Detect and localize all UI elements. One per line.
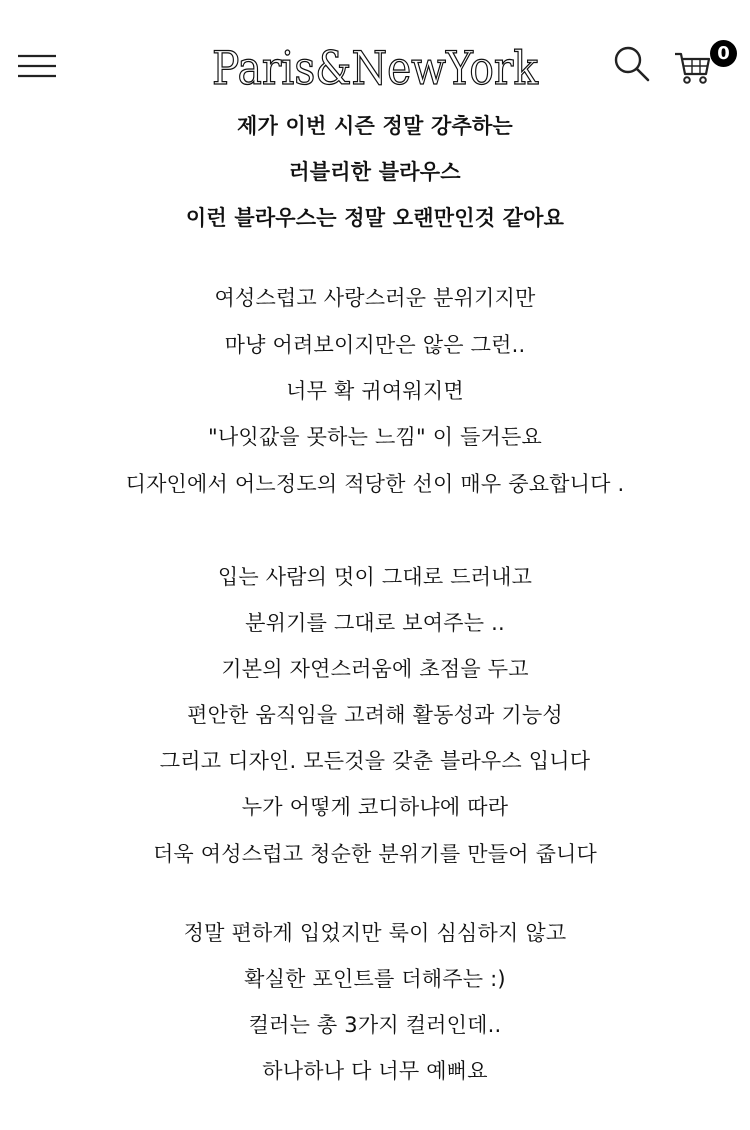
paragraph-line: 너무 확 귀여워지면 (286, 379, 464, 403)
hamburger-menu-icon (14, 48, 60, 84)
paragraph-line: 정말 편하게 입었지만 룩이 심심하지 않고 (183, 921, 567, 945)
paragraph-line: 확실한 포인트를 더해주는 :) (244, 967, 506, 991)
paragraph-line: 여성스럽고 사랑스러운 분위기지만 (214, 286, 536, 310)
paragraph-line: 마냥 어려보이지만은 않은 그런.. (224, 333, 526, 357)
paragraph-line: "나잇값을 못하는 느낌" 이 들거든요 (207, 425, 543, 449)
paragraph-line: 분위기를 그대로 보여주는 .. (245, 611, 505, 635)
search-icon (610, 44, 654, 84)
paragraph-line: 디자인에서 어느정도의 적당한 선이 매우 중요합니다 . (125, 472, 625, 496)
paragraph-line: 기본의 자연스러움에 초점을 두고 (221, 657, 529, 681)
intro-line: 러블리한 블라우스 (289, 160, 461, 184)
paragraph-line: 그리고 디자인. 모든것을 갖춘 블라우스 입니다 (159, 749, 591, 773)
cart-count-badge: 0 (710, 40, 737, 67)
site-header (0, 0, 750, 110)
paragraph-line: 더욱 여성스럽고 청순한 분위기를 만들어 줍니다 (152, 842, 598, 866)
paragraph-line: 편안한 움직임을 고려해 활동성과 기능성 (187, 703, 563, 727)
intro-line: 이런 블라우스는 정말 오랜만인것 같아요 (185, 206, 565, 230)
intro-line: 제가 이번 시즌 정말 강추하는 (237, 114, 513, 138)
search-button[interactable] (610, 44, 654, 84)
paragraph-line: 입는 사람의 멋이 그대로 드러내고 (217, 565, 533, 589)
brand-logo[interactable] (208, 36, 542, 100)
cart-button[interactable] (672, 40, 742, 88)
paragraph-line: 컬러는 총 3가지 컬러인데.. (248, 1013, 502, 1037)
menu-button[interactable] (14, 48, 60, 84)
brand-logo-text: Paris&NewYork (212, 41, 539, 95)
paragraph-line: 누가 어떻게 코디하냐에 따라 (241, 795, 509, 819)
shopping-cart-icon (672, 40, 716, 88)
paragraph-line: 하나하나 다 너무 예뻐요 (262, 1059, 488, 1083)
